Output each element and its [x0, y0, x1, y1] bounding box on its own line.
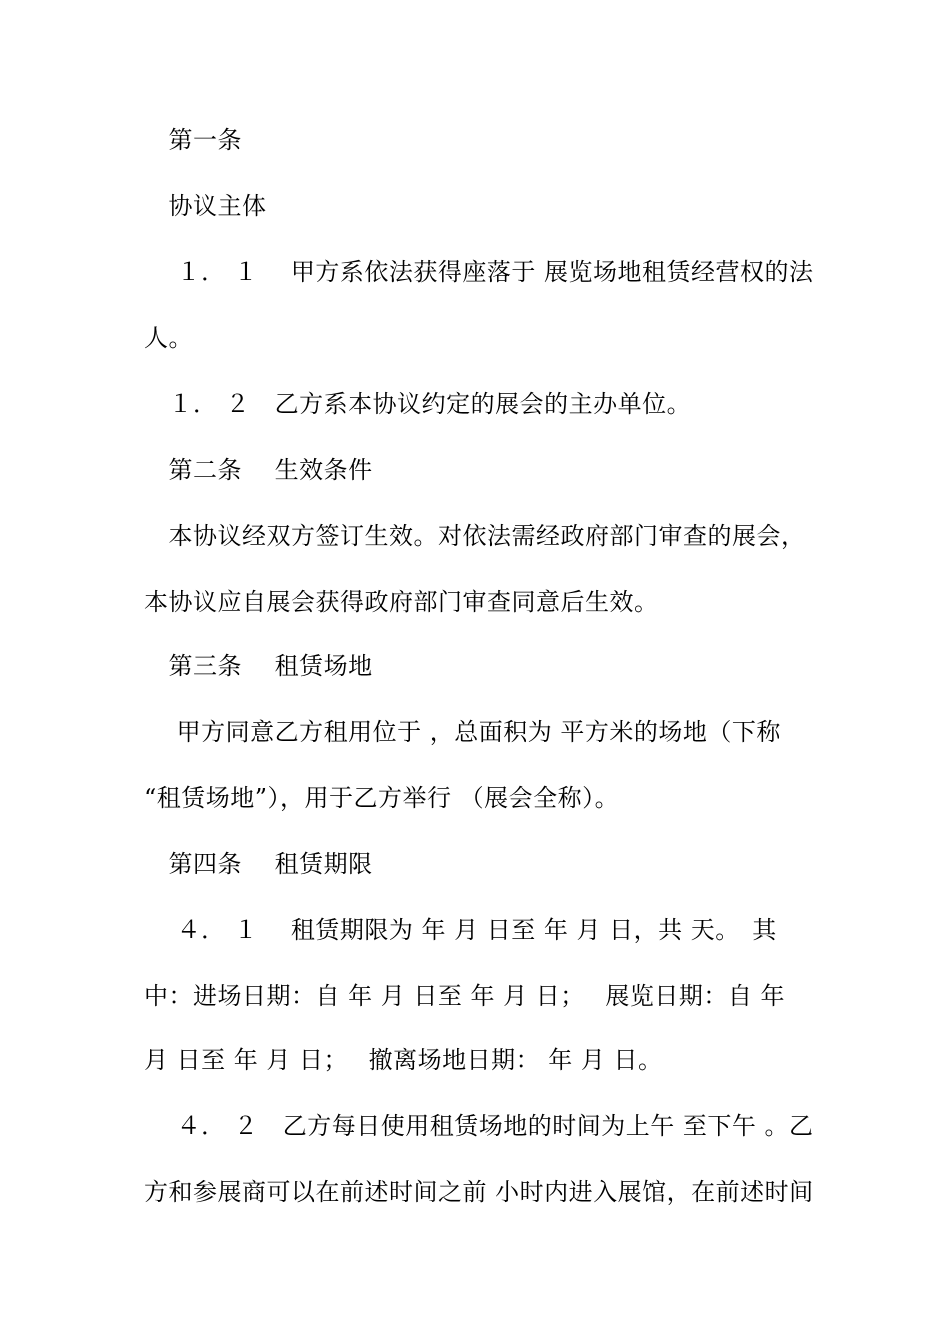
- clause-4-2-line-1: ４． ２ 乙方每日使用租赁场地的时间为上午 至下午 。乙: [144, 1112, 814, 1140]
- clause-4-1-line-2: 中：进场日期：自 年 月 日至 年 月 日； 展览日期：自 年: [144, 982, 786, 1010]
- article-4-heading: 第四条 租赁期限: [144, 850, 373, 878]
- article-2-body-line-1: 本协议经双方签订生效。对依法需经政府部门审查的展会，: [144, 522, 806, 550]
- article-3-body-line-1: 甲方同意乙方租用位于 ，总面积为 平方米的场地（下称: [144, 718, 781, 746]
- article-3-body-line-2: “租赁场地”），用于乙方举行 （展会全称）。: [144, 784, 620, 812]
- article-2-heading: 第二条 生效条件: [144, 456, 373, 484]
- clause-4-1-line-3: 月 日至 年 月 日； 撤离场地日期： 年 月 日。: [144, 1046, 663, 1074]
- clause-4-2-line-2: 方和参展商可以在前述时间之前 小时内进入展馆，在前述时间: [144, 1178, 814, 1206]
- article-2-body-line-2: 本协议应自展会获得政府部门审查同意后生效。: [144, 588, 659, 616]
- article-1-title: 协议主体: [144, 192, 267, 220]
- article-1-heading: 第一条: [144, 126, 242, 154]
- clause-1-2: １． ２ 乙方系本协议约定的展会的主办单位。: [144, 390, 692, 418]
- article-3-heading: 第三条 租赁场地: [144, 652, 373, 680]
- clause-1-1-line-1: １． １ 甲方系依法获得座落于 展览场地租赁经营权的法: [144, 258, 814, 286]
- clause-1-1-line-2: 人。: [144, 324, 193, 352]
- clause-4-1-line-1: ４． １ 租赁期限为 年 月 日至 年 月 日，共 天。 其: [144, 916, 777, 944]
